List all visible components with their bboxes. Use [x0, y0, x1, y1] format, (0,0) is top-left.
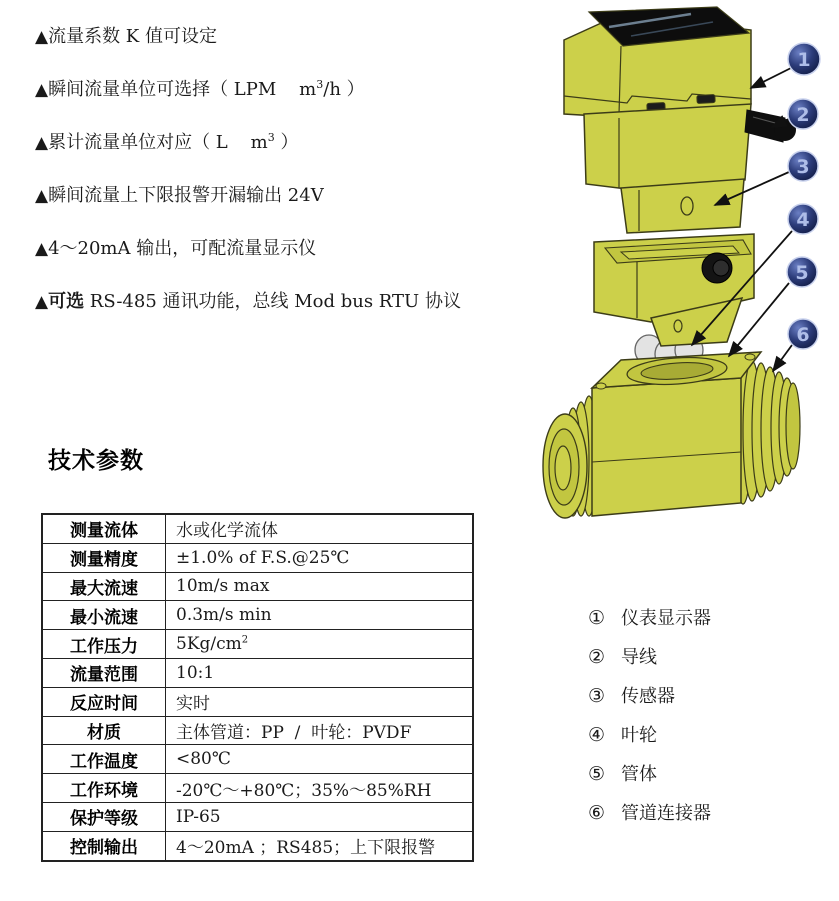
feature-item	[35, 290, 540, 314]
spec-value	[166, 774, 474, 803]
spec-value	[166, 572, 474, 601]
table-row	[42, 831, 473, 860]
spec-label: 最大流速	[42, 572, 166, 601]
callout-number: 4	[796, 209, 810, 231]
callout-line-6	[773, 345, 792, 371]
table-row	[42, 572, 473, 601]
table-row	[42, 630, 473, 659]
spec-label: 材质	[42, 716, 166, 745]
circled-number: ③	[588, 685, 606, 707]
spec-value	[166, 831, 474, 860]
feature-item	[35, 184, 540, 208]
table-row	[42, 745, 473, 774]
spec-value	[166, 658, 474, 687]
legend-label: 导线	[621, 647, 658, 668]
spec-value-text: -20℃～+80℃；35%～85%RH	[176, 780, 432, 801]
feature-text: RS-485 通讯功能，总线 Mod bus RTU 协议	[84, 291, 461, 312]
circled-number: ⑥	[588, 802, 606, 824]
parts-legend	[588, 606, 711, 826]
legend-label: 传感器	[621, 686, 676, 707]
spec-label: 最小流速	[42, 601, 166, 630]
triangle-bullet-icon: ▲	[35, 133, 49, 153]
triangle-bullet-icon: ▲	[35, 186, 49, 206]
section-title-technical-parameters: 技术参数	[48, 448, 144, 474]
callout-balls	[787, 43, 820, 349]
table-row	[42, 514, 473, 543]
feature-item	[35, 25, 540, 49]
legend-item	[588, 801, 711, 826]
legend-label: 叶轮	[621, 725, 658, 746]
feature-superscript: 3	[267, 131, 275, 144]
legend-item	[588, 723, 711, 748]
table-row	[42, 658, 473, 687]
circled-number: ①	[588, 607, 606, 629]
spec-label: 测量流体	[42, 514, 166, 543]
spec-value-text: IP-65	[176, 806, 221, 827]
table-row	[42, 543, 473, 572]
spec-value-superscript: 2	[241, 634, 249, 646]
triangle-bullet-icon: ▲	[35, 292, 49, 312]
spec-value-text: ±1.0% of F.S.@25℃	[176, 547, 350, 568]
spec-value	[166, 745, 474, 774]
feature-text: 累计流量单位对应（ L m	[48, 132, 268, 153]
spec-value	[166, 687, 474, 716]
spec-label: 工作环境	[42, 774, 166, 803]
table-row	[42, 774, 473, 803]
spec-value-text: <80℃	[176, 749, 231, 770]
feature-superscript: 3	[316, 78, 324, 91]
triangle-bullet-icon: ▲	[35, 239, 49, 259]
legend-label: 管道连接器	[621, 803, 712, 824]
spec-label: 控制输出	[42, 831, 166, 860]
spec-value	[166, 543, 474, 572]
spec-label: 测量精度	[42, 543, 166, 572]
pipe-connector-left	[543, 396, 597, 518]
spec-value-text: 0.3m/s min	[176, 605, 272, 626]
feature-item	[35, 78, 540, 102]
circled-number: ②	[588, 646, 606, 668]
spec-value	[166, 630, 474, 659]
legend-item	[588, 762, 711, 787]
feature-text: 瞬间流量上下限报警开漏输出 24V	[48, 185, 324, 206]
callout-number: 3	[796, 156, 810, 178]
vent-slot	[697, 95, 715, 104]
feature-text: 流量系数 K 值可设定	[48, 26, 217, 47]
callout-number: 6	[796, 324, 810, 346]
legend-item	[588, 645, 711, 670]
spec-table	[41, 513, 474, 862]
spec-value	[166, 802, 474, 831]
table-row	[42, 687, 473, 716]
triangle-bullet-icon: ▲	[35, 80, 49, 100]
spec-value-text: 实时	[176, 694, 210, 715]
feature-text: 瞬间流量单位可选择（ LPM m	[48, 79, 317, 100]
spec-value-text: 主体管道：PP / 叶轮：PVDF	[176, 722, 412, 743]
feature-text-post: /h ）	[323, 79, 365, 100]
feature-bold-text: 可选	[48, 291, 85, 312]
legend-item	[588, 684, 711, 709]
spec-value	[166, 716, 474, 745]
spec-value-text: 4～20mA ；RS485；上下限报警	[176, 838, 436, 859]
table-row	[42, 601, 473, 630]
feature-text-post: ）	[274, 132, 299, 153]
legend-label: 仪表显示器	[621, 608, 712, 629]
table-row	[42, 802, 473, 831]
feature-item	[35, 131, 540, 155]
callout-number: 2	[796, 104, 810, 126]
triangle-bullet-icon: ▲	[35, 27, 49, 47]
spec-value	[166, 514, 474, 543]
feature-text: 4～20mA 输出，可配流量显示仪	[48, 238, 317, 259]
circled-number: ⑤	[588, 763, 606, 785]
spec-label: 工作温度	[42, 745, 166, 774]
feature-item	[35, 237, 540, 261]
spec-value-text: 水或化学流体	[176, 521, 278, 542]
pipe-connector-right	[734, 360, 800, 504]
spec-value-text: 5Kg/cm	[176, 634, 242, 655]
spec-label: 保护等级	[42, 802, 166, 831]
callout-number: 1	[797, 49, 811, 71]
callout-number: 5	[795, 262, 809, 284]
spec-value-text: 10:1	[176, 662, 215, 683]
pipe-body	[543, 352, 800, 518]
legend-item	[588, 606, 711, 631]
spec-value	[166, 601, 474, 630]
flow-sensor-exploded-diagram	[539, 0, 839, 575]
spec-value-text: 10m/s max	[176, 576, 270, 597]
circled-number: ④	[588, 724, 606, 746]
feature-list	[35, 25, 540, 343]
table-row	[42, 716, 473, 745]
legend-label: 管体	[621, 764, 658, 785]
spec-label: 流量范围	[42, 658, 166, 687]
display-head	[564, 7, 751, 233]
callout-line-1	[751, 68, 791, 88]
spec-label: 工作压力	[42, 630, 166, 659]
spec-label: 反应时间	[42, 687, 166, 716]
